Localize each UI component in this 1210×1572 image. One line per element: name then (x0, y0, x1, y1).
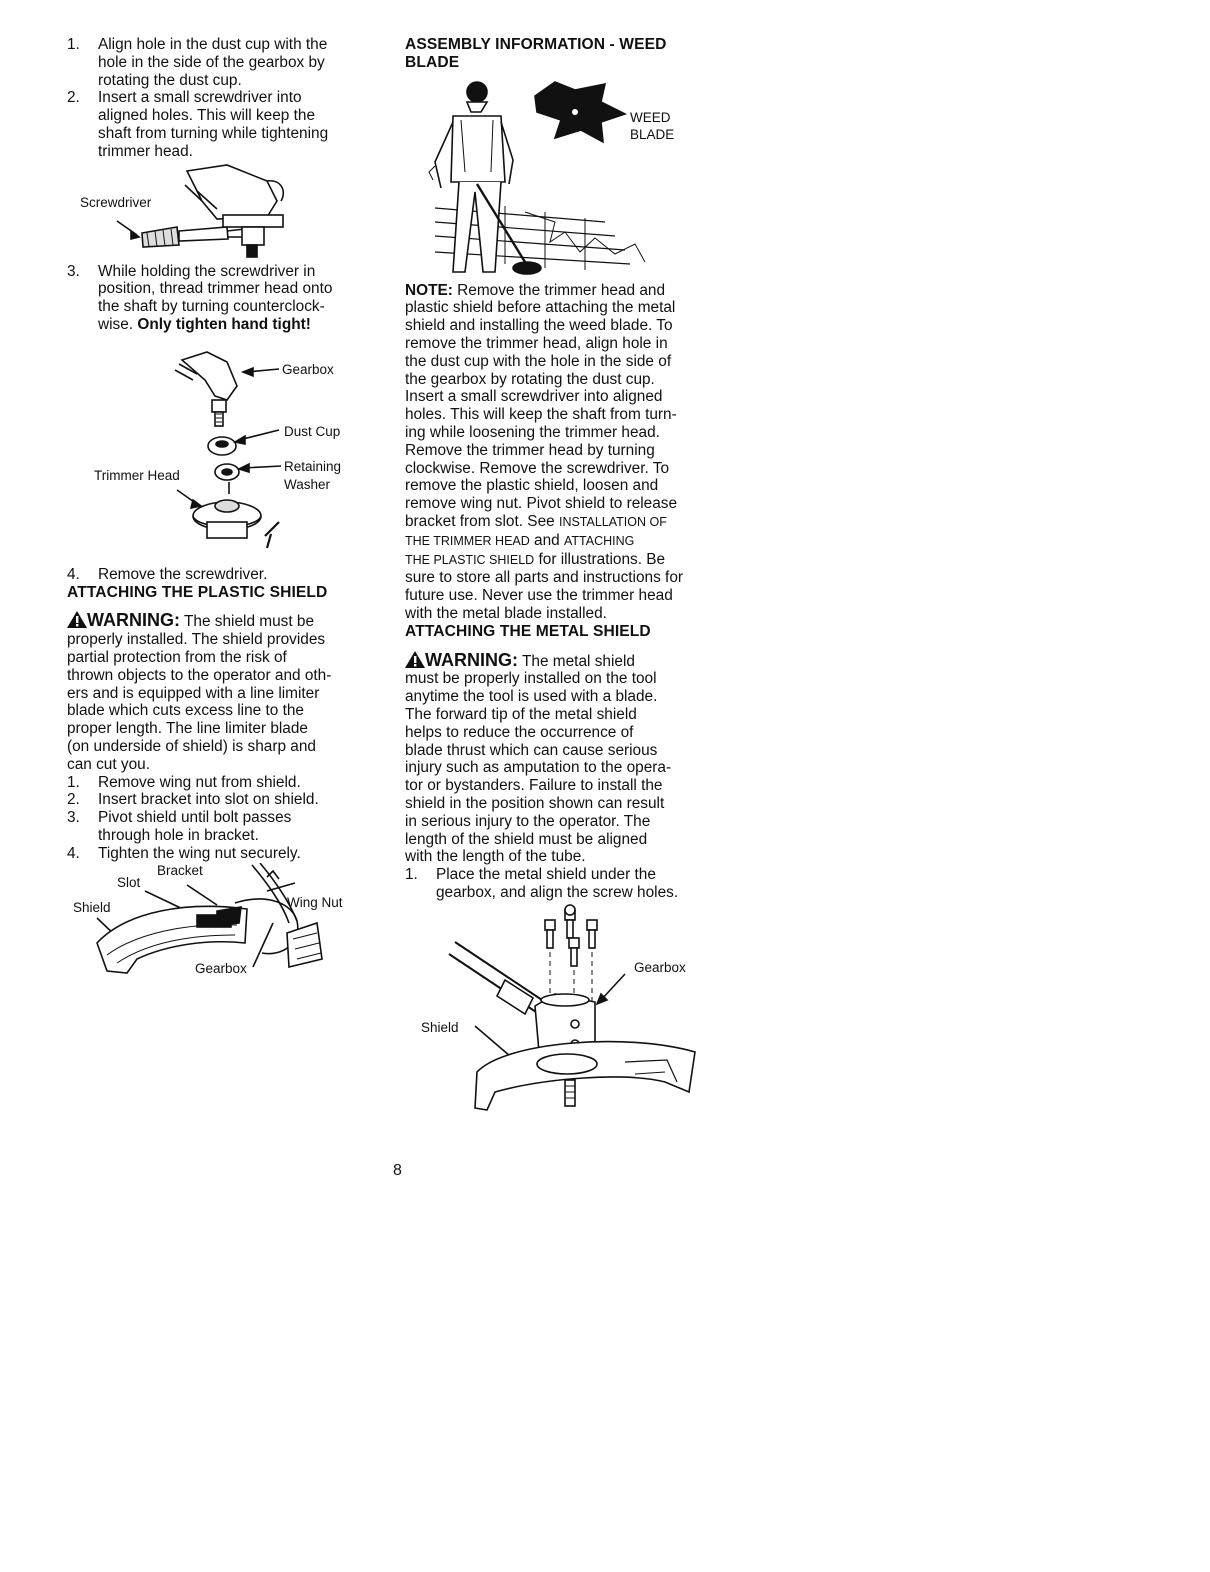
note-text: for illustrations. Be (534, 550, 666, 568)
step-text-line: through hole in bracket. (98, 826, 259, 844)
heading-attaching-plastic-shield: ATTACHING THE PLASTIC SHIELD (67, 583, 328, 601)
step-text-line: Pivot shield until bolt passes (98, 809, 292, 827)
steps-list-3 (67, 263, 387, 334)
figure-trimmer-head (67, 334, 387, 566)
step-b-2 (67, 791, 387, 809)
warning-icon (405, 651, 425, 668)
step-text-line: wise. (98, 315, 138, 333)
step-text-line: While holding the screwdriver in (98, 262, 316, 280)
label-shield-metal: Shield (421, 1019, 459, 1035)
step-emphasis: Only tighten hand tight! (137, 315, 311, 333)
step-3 (67, 263, 387, 334)
steps-list-a (67, 36, 387, 161)
note-text-line: sure to store all parts and instructions for (405, 569, 684, 587)
step-text-line: hole in the side of the gearbox by (98, 53, 325, 71)
warning-text-line: The metal shield (518, 652, 635, 670)
step-number: 1. (405, 866, 418, 884)
warning-text-line: blade which cuts excess line to the (67, 702, 304, 720)
note-text-line: shield and installing the weed blade. To (405, 317, 673, 335)
step-metal-1 (405, 866, 725, 902)
step-number: 1. (67, 773, 80, 791)
warning-text-line: length of the shield must be aligned (405, 830, 648, 848)
label-trimmer-head: Trimmer Head (94, 467, 180, 483)
warning-icon (67, 611, 87, 628)
step-text-line: the shaft by turning counterclock- (98, 298, 325, 316)
figure-operator-weed-blade (405, 72, 725, 282)
steps-list-4 (67, 566, 387, 584)
label-wing-nut: Wing Nut (287, 894, 343, 910)
note-text-line: bracket from slot. See (405, 512, 559, 530)
step-text-line: Place the metal shield under the (436, 866, 656, 884)
steps-list-b (67, 774, 387, 863)
step-text-line: aligned holes. This will keep the (98, 107, 316, 125)
note-text-line: future use. Never use the trimmer head (405, 587, 673, 605)
note-text: and (529, 531, 565, 549)
step-number: 2. (67, 791, 80, 809)
step-text-line: Tighten the wing nut securely. (98, 844, 301, 862)
warning-text-line: in serious injury to the operator. The (405, 812, 651, 830)
label-retaining: Retaining (284, 458, 342, 474)
operator-illustration (405, 72, 725, 282)
step-number: 2. (67, 89, 80, 107)
label-bracket: Bracket (157, 862, 203, 878)
label-gearbox: Gearbox (282, 361, 334, 377)
warning-plastic-shield (67, 611, 387, 773)
note-text-line: plastic shield before attaching the metal (405, 299, 676, 317)
step-4 (67, 566, 387, 584)
heading-line: ASSEMBLY INFORMATION - WEED (405, 36, 667, 53)
heading-weed-blade (405, 36, 725, 72)
step-b-4 (67, 845, 387, 863)
warning-text-line: ers and is equipped with a line limiter (67, 684, 320, 702)
note-text-line: remove the plastic shield, loosen and (405, 477, 659, 495)
step-2 (67, 89, 387, 160)
step-b-1 (67, 774, 387, 792)
heading-line: BLADE (405, 53, 460, 71)
note-label: NOTE: (405, 281, 453, 299)
warning-text-line: shield in the position shown can result (405, 794, 665, 812)
step-text-line: shaft from turning while tightening (98, 124, 329, 142)
warning-text-line: The forward tip of the metal shield (405, 705, 637, 723)
step-text-line: Align hole in the dust cup with the (98, 36, 328, 53)
warning-text-line: anytime the tool is used with a blade. (405, 688, 658, 706)
left-column (67, 36, 387, 993)
note-text-line: remove wing nut. Pivot shield to release (405, 495, 678, 513)
note-text-line: Remove the trimmer head and (452, 281, 666, 299)
steps-list-metal (405, 866, 725, 902)
note-text-line: Insert a small screwdriver into aligned (405, 388, 663, 406)
step-number: 3. (67, 262, 80, 280)
warning-text-line: must be properly installed on the tool (405, 670, 657, 688)
warning-text-line: with the length of the tube. (405, 848, 586, 866)
warning-text-line: injury such as amputation to the opera- (405, 759, 672, 777)
warning-text-line: proper length. The line limiter blade (67, 720, 308, 738)
warning-text-line: tor or bystanders. Failure to install the (405, 777, 663, 795)
step-number: 4. (67, 565, 80, 583)
step-text-line: trimmer head. (98, 142, 193, 160)
metal-shield-illustration (405, 902, 725, 1132)
note-text-line: holes. This will keep the shaft from turn- (405, 406, 677, 424)
label-blade: BLADE (630, 126, 675, 142)
warning-label: WARNING: (425, 649, 518, 670)
label-shield: Shield (73, 899, 111, 915)
note-reference: INSTALLATION OF (558, 514, 667, 529)
label-dust-cup: Dust Cup (284, 423, 341, 439)
warning-text-line: partial protection from the risk of (67, 648, 287, 666)
step-text-line: Remove wing nut from shield. (98, 773, 301, 791)
warning-metal-shield (405, 651, 725, 867)
warning-text-line: The shield must be (180, 613, 315, 631)
step-text-line: gearbox, and align the screw holes. (436, 883, 679, 901)
warning-label: WARNING: (87, 610, 180, 631)
warning-text-line: helps to reduce the occurrence of (405, 723, 634, 741)
warning-text-line: (on underside of shield) is sharp and (67, 737, 316, 755)
step-number: 4. (67, 844, 80, 862)
screwdriver-illustration (67, 161, 387, 263)
trimmer-head-illustration (67, 334, 387, 566)
step-1 (67, 36, 387, 89)
step-number: 1. (67, 36, 80, 53)
warning-text-line: properly installed. The shield provides (67, 631, 326, 649)
right-column (405, 36, 725, 1132)
note-text-line: ing while loosening the trimmer head. (405, 423, 660, 441)
step-text: Remove the screwdriver. (98, 565, 268, 583)
label-slot: Slot (117, 874, 141, 890)
figure-metal-shield (405, 902, 725, 1132)
note-text-line: the dust cup with the hole in the side of (405, 352, 672, 370)
step-text-line: rotating the dust cup. (98, 71, 242, 89)
step-text-line: Insert a small screwdriver into (98, 89, 302, 107)
figure-plastic-shield (67, 863, 387, 993)
heading-attaching-metal-shield: ATTACHING THE METAL SHIELD (405, 622, 651, 640)
page-number: 8 (393, 1162, 402, 1179)
note-text-line: Remove the trimmer head by turning (405, 441, 655, 459)
label-gearbox-shield: Gearbox (195, 960, 247, 976)
warning-text-line: thrown objects to the operator and oth- (67, 666, 332, 684)
note-reference: THE TRIMMER HEAD (405, 533, 530, 548)
note-reference: THE PLASTIC SHIELD (405, 552, 535, 567)
label-washer: Washer (284, 476, 331, 492)
note-text-line: the gearbox by rotating the dust cup. (405, 370, 655, 388)
step-text-line: position, thread trimmer head onto (98, 280, 333, 298)
label-gearbox-metal: Gearbox (634, 959, 686, 975)
note-text-line: with the metal blade installed. (405, 604, 607, 622)
note-text-line: remove the trimmer head, align hole in (405, 334, 668, 352)
note-reference: ATTACHING (564, 533, 635, 548)
label-screwdriver: Screwdriver (80, 194, 152, 210)
step-text-line: Insert bracket into slot on shield. (98, 791, 319, 809)
note-paragraph (405, 282, 725, 623)
figure-screwdriver (67, 161, 387, 263)
note-text-line: clockwise. Remove the screwdriver. To (405, 459, 670, 477)
step-number: 3. (67, 809, 80, 827)
warning-text-line: can cut you. (67, 755, 150, 773)
step-b-3 (67, 809, 387, 845)
label-weed: WEED (630, 109, 671, 125)
warning-text-line: blade thrust which can cause serious (405, 741, 658, 759)
